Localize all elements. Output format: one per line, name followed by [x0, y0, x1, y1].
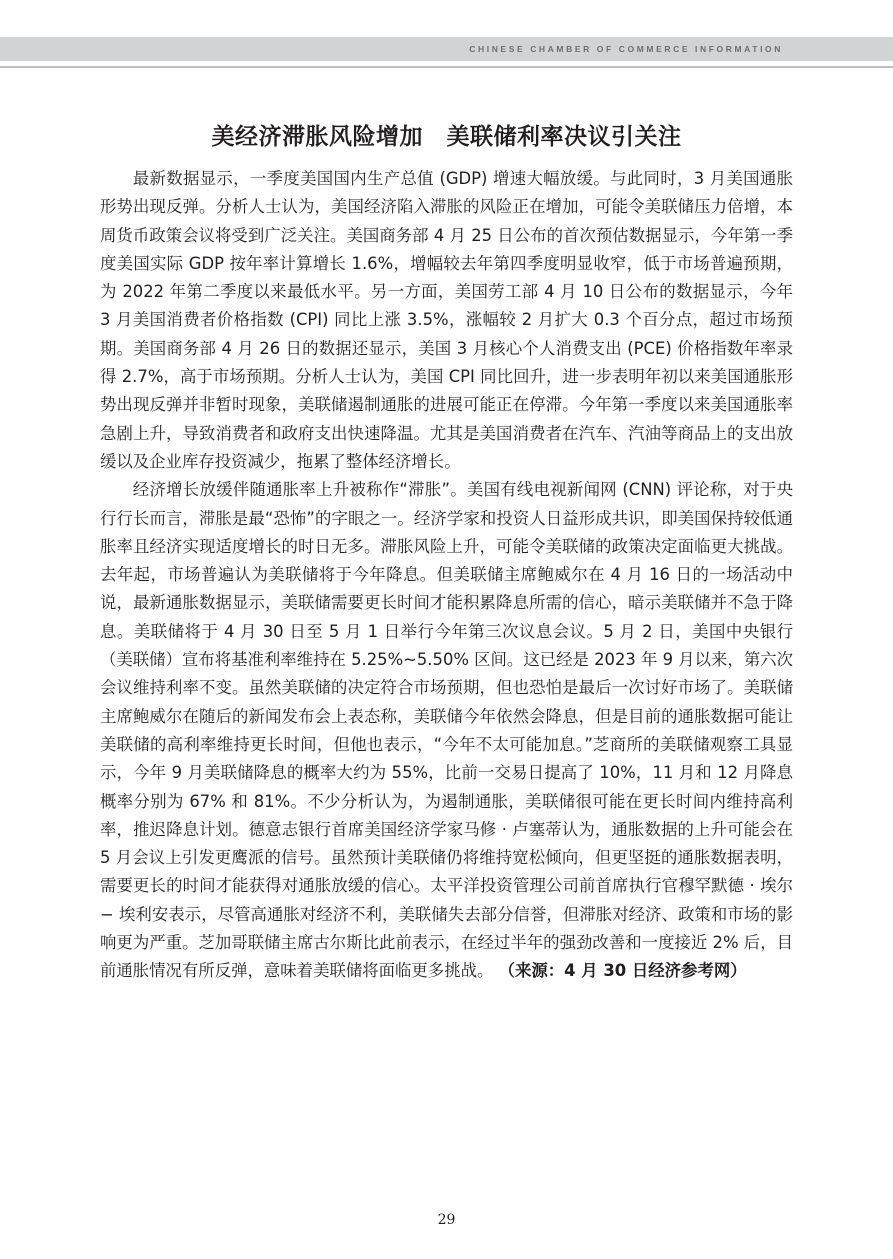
article-paragraph-1: 最新数据显示，一季度美国国内生产总值 (GDP) 增速大幅放缓。与此同时，3 月美国通胀形势出现反弹。分析人士认为，美国经济陷入滞胀的风险正在增加，可能令美联储压力倍增，本周货币政策会议将受到广泛关注。美国商务部 4 月 25 日公布的首次预估数据显示，今年第一季度美国实际 GDP 按年率计算增长 1.6%，增幅较去年第四季度明显收窄，低于市场普遍预期，为 2022 年第二季度以来最低水平。另一方面，美国劳工部 4 月 10 日公布的数据显示，今年 3 月美国消费者价格指数 (CPI) 同比上涨 3.5%，涨幅较 2 月扩大 0.3 个百分点，超过市场预期。美国商务部 4 月 26 日的数据还显示，美国 3 月核心个人消费支出 (PCE) 价格指数年率录得 2.7%，高于市场预期。分析人士认为，美国 CPI 同比回升，进一步表明年初以来美国通胀形势出现反弹并非暂时现象，美联储遏制通胀的进展可能正在停滞。今年第一季度以来美国通胀率急剧上升，导致消费者和政府支出快速降温。尤其是美国消费者在汽车、汽油等商品上的支出放缓以及企业库存投资减少，拖累了整体经济增长。 — [100, 169, 793, 471]
article-source: （来源：4 月 30 日经济参考网） — [498, 961, 747, 981]
page-number: 29 — [437, 1212, 456, 1228]
header-divider — [0, 66, 893, 68]
publication-name: CHINESE CHAMBER OF COMMERCE INFORMATION — [469, 44, 783, 54]
article-paragraph-2-text: 经济增长放缓伴随通胀率上升被称作“滞胀”。美国有线电视新闻网 (CNN) 评论称，对于央行行长而言，滞胀是最“恐怖”的字眼之一。经济学家和投资人日益形成共识，即美国保持较低通胀率且经济实现适度增长的时日无多。滞胀风险上升，可能令美联储的政策决定面临更大挑战。去年起，市场普遍认为美联储将于今年降息。但美联储主席鲍威尔在 4 月 16 日的一场活动中说，最新通胀数据显示，美联储需要更长时间才能积累降息所需的信心，暗示美联储并不急于降息。美联储将于 4 月 30 日至 5 月 1 日举行今年第三次议息会议。5 月 2 日，美国中央银行（美联储）宣布将基准利率维持在 5.25%~5.50% 区间。这已经是 2023 年 9 月以来，第六次会议维持利率不变。虽然美联储的决定符合市场预期，但也恐怕是最后一次讨好市场了。美联储主席鲍威尔在随后的新闻发布会上表态称，美联储今年依然会降息，但是目前的通胀数据可能让美联储的高利率维持更长时间，但他也表示，“今年不太可能加息。”芝商所的美联储观察工具显示，今年 9 月美联储降息的概率大约为 55%，比前一交易日提高了 10%，11 月和 12 月降息概率分别为 67% 和 81%。不少分析认为，为遏制通胀，美联储很可能在更长时间内维持高利率，推迟降息计划。德意志银行首席美国经济学家马修 · 卢塞蒂认为，通胀数据的上升可能会在 5 月会议上引发更鹰派的信号。虽然预计美联储仍将维持宽松倾向，但更坚挺的通胀数据表明，需要更长的时间才能获得对通胀放缓的信心。太平洋投资管理公司前首席执行官穆罕默德 · 埃尔 − 埃利安表示，尽管高通胀对经济不利，美联储失去部分信誉，但滞胀对经济、政策和市场的影响更为严重。芝加哥联储主席古尔斯比此前表示，在经过半年的强劲改善和一度接近 2% 后，目前通胀情况有所反弹，意味着美联储将面临更多挑战。 — [100, 480, 793, 981]
article-title: 美经济滞胀风险增加 美联储利率决议引关注 — [211, 124, 682, 150]
article-paragraph-2 — [100, 476, 793, 985]
article-body — [100, 165, 793, 986]
